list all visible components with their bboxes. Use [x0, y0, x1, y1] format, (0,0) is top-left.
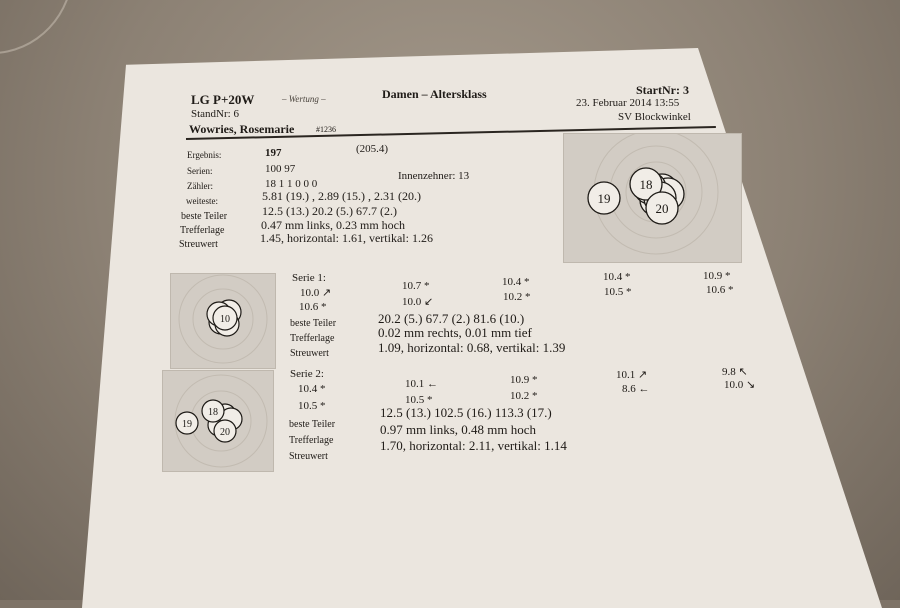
ergebnis-value: 197 — [265, 147, 282, 159]
serie2-shot-6: 10.5 * — [298, 400, 326, 412]
serie2-trefferlage-value: 0.97 mm links, 0.48 mm hoch — [380, 422, 536, 437]
streuwert-value: 1.45, horizontal: 1.61, vertikal: 1.26 — [260, 231, 433, 245]
zaehler-label: Zähler: — [187, 181, 213, 191]
innenzehner: Innenzehner: 13 — [398, 170, 470, 182]
serien-value: 100 97 — [265, 163, 296, 175]
serie2-label-18: 18 — [208, 407, 218, 418]
serie1-shot-10: 10.6 * — [706, 284, 734, 296]
serie1-shot-4: 10.4 * — [603, 271, 631, 283]
serie1-trefferlage-label: Trefferlage — [290, 333, 335, 344]
serie2-streuwert-value: 1.70, horizontal: 2.11, vertikal: 1.14 — [380, 438, 567, 453]
ergebnis-label: Ergebnis: — [187, 150, 222, 160]
serie2-label-19: 19 — [182, 419, 192, 430]
serie1-shot-3: 10.4 * — [502, 276, 530, 288]
serie1-shot-8: 10.2 * — [503, 291, 531, 303]
serie1-teiler-value: 20.2 (5.) 67.7 (2.) 81.6 (10.) — [378, 311, 525, 326]
weiteste-label: weiteste: — [186, 196, 218, 206]
serie1-shot-9: 10.5 * — [604, 286, 632, 298]
serie1-shot-2: 10.7 * — [402, 280, 430, 292]
serie2-teiler-value: 12.5 (13.) 102.5 (16.) 113.3 (17.) — [380, 405, 552, 420]
target-label-18: 18 — [639, 177, 653, 192]
teiler-label: beste Teiler — [181, 211, 228, 222]
serie1-title: Serie 1: — [292, 272, 326, 284]
stand-number: StandNr: 6 — [191, 108, 239, 120]
target-label-19: 19 — [597, 191, 611, 206]
serie1-streuwert-value: 1.09, horizontal: 0.68, vertikal: 1.39 — [378, 340, 566, 355]
serie2-title: Serie 2: — [290, 368, 324, 380]
serie2-shot-9: 8.6 ← — [622, 383, 650, 395]
serie1-target-label: 10 — [220, 314, 230, 325]
shooter-name: Wowries, Rosemarie — [189, 122, 295, 136]
serie1-target — [170, 273, 276, 369]
serie2-shot-2: 10.1 ← — [405, 378, 438, 390]
serie2-shot-10: 10.0 ↘ — [724, 379, 756, 391]
wertung-label: – Wertung – — [282, 94, 326, 104]
weiteste-value: 5.81 (19.) , 2.89 (15.) , 2.31 (20.) — [262, 189, 421, 203]
serie1-streuwert-label: Streuwert — [290, 348, 329, 359]
serie2-shot-1: 10.4 * — [298, 383, 326, 395]
category-title: Damen – Altersklass — [382, 87, 487, 101]
serie1-shot-1: 10.0 ↗ — [300, 287, 332, 299]
serie1-trefferlage-value: 0.02 mm rechts, 0.01 mm tief — [378, 325, 532, 340]
serie2-shot-7: 10.5 * — [405, 394, 433, 406]
trefferlage-label: Trefferlage — [180, 225, 225, 236]
start-number: StartNr: 3 — [636, 83, 689, 97]
teiler-value: 12.5 (13.) 20.2 (5.) 67.7 (2.) — [262, 204, 397, 218]
serie2-label-20: 20 — [220, 427, 230, 438]
serie2-shot-3: 10.9 * — [510, 374, 538, 386]
serie2-shot-8: 10.2 * — [510, 390, 538, 402]
shooter-id: #1236 — [316, 125, 336, 134]
serie1-teiler-label: beste Teiler — [290, 318, 337, 329]
serie2-teiler-label: beste Teiler — [289, 419, 336, 430]
ergebnis-decimal: (205.4) — [356, 143, 389, 155]
streuwert-label: Streuwert — [179, 239, 218, 250]
serie2-target — [162, 370, 274, 472]
target-label-20: 20 — [655, 201, 669, 216]
serie2-trefferlage-label: Trefferlage — [289, 435, 334, 446]
serie1-shot-7: 10.0 ↙ — [402, 296, 434, 308]
serie2-shot-4: 10.1 ↗ — [616, 369, 648, 381]
main-target — [563, 133, 742, 263]
trefferlage-value: 0.47 mm links, 0.23 mm hoch — [261, 218, 405, 232]
serie2-shot-5: 9.8 ↖ — [722, 366, 748, 378]
date-time: 23. Februar 2014 13:55 — [576, 97, 680, 109]
serie1-shot-5: 10.9 * — [703, 270, 731, 282]
serie1-shot-6: 10.6 * — [299, 301, 327, 313]
serie2-streuwert-label: Streuwert — [289, 451, 328, 462]
serien-label: Serien: — [187, 166, 213, 176]
zaehler-value: 18 1 1 0 0 0 — [265, 178, 318, 190]
club-name: SV Blockwinkel — [618, 111, 691, 123]
class-label: LG P+20W — [191, 92, 255, 107]
